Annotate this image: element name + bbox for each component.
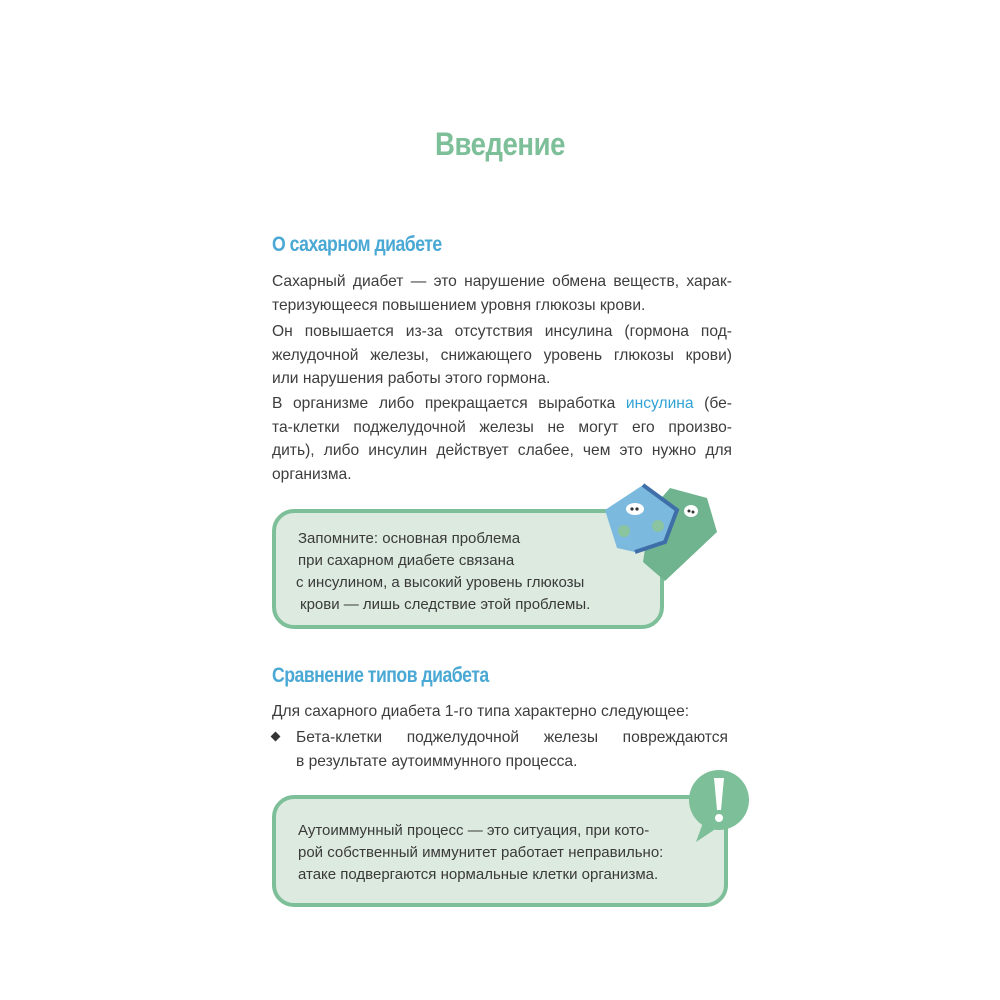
paragraph-line: желудочной железы, снижающего уровень глюкозы крови)	[272, 346, 732, 364]
paragraph-line: или нарушения работы этого гормона.	[272, 370, 551, 387]
insulin-link[interactable]: инсулина	[625, 395, 694, 412]
hexagon-characters-icon	[595, 480, 735, 590]
eye-left-char	[626, 503, 644, 515]
note-line: рой собственный иммунитет работает неправильно:	[298, 844, 664, 861]
hand-left	[618, 525, 630, 537]
paragraph-1	[272, 270, 732, 317]
paragraph-2	[272, 320, 732, 391]
eye-right-char	[684, 505, 698, 517]
note-line: атаке подвергаются нормальные клетки организма.	[298, 866, 659, 883]
section-heading-about-diabetes: О сахарном диабете	[272, 233, 442, 256]
paragraph-line: теризующееся повышением уровня глюкозы крови.	[272, 296, 646, 314]
note-line: при сахарном диабете связана	[298, 552, 515, 569]
paragraph-line: Он повышается из-за отсутствия инсулина (гормона под-	[272, 323, 732, 340]
page-title: Введение	[435, 126, 565, 162]
note-line: Запомните: основная проблема	[298, 530, 521, 547]
section2-intro	[272, 700, 732, 724]
section-heading-compare-types: Сравнение типов диабета	[272, 664, 489, 687]
exclamation-dot	[715, 814, 723, 822]
note-line: крови — лишь следствие этой проблемы.	[300, 596, 591, 613]
bullet-line: в результате аутоиммунного процесса.	[296, 752, 578, 770]
note-line: Аутоиммунный процесс — это ситуация, при кото-	[298, 822, 650, 839]
paragraph-line: организма.	[272, 465, 352, 483]
paragraph-line: Для сахарного диабета 1-го типа характерно следующее:	[272, 703, 690, 720]
hand-right	[652, 520, 664, 532]
paragraph-3	[272, 392, 732, 486]
paragraph-line	[272, 392, 732, 416]
paragraph-line: та-клетки поджелудочной железы не могут его произво-	[272, 418, 732, 436]
note-line: с инсулином, а высокий уровень глюкозы	[296, 574, 585, 591]
bullet-diamond-icon	[271, 732, 281, 742]
bullet-line: Бета-клетки поджелудочной железы повреждаются	[296, 729, 728, 746]
paragraph-line: дить), либо инсулин действует слабее, чем это нужно для	[272, 442, 732, 459]
text: (бе-	[693, 395, 732, 412]
exclamation-bubble-icon	[686, 768, 756, 848]
text: В организме либо прекращается выработка	[272, 395, 626, 412]
paragraph-line: Сахарный диабет — это нарушение обмена веществ, харак-	[272, 273, 732, 290]
